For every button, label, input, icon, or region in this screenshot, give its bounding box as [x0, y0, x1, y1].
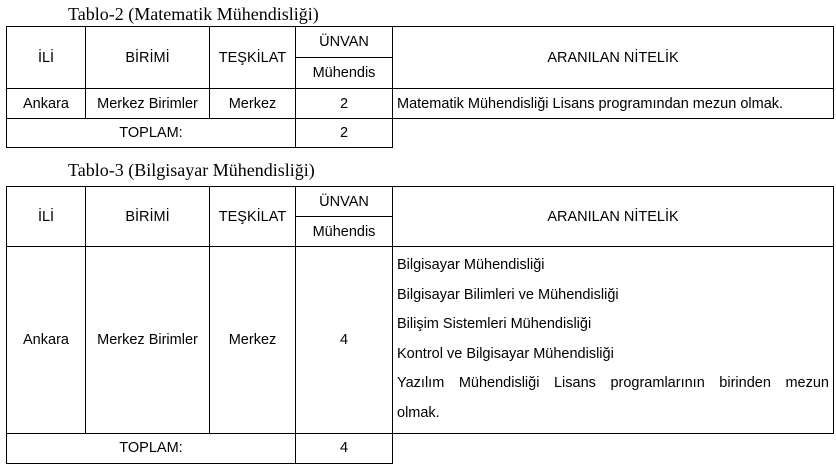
table2-title: Tablo-2 (Matematik Mühendisliği) [68, 4, 319, 24]
cell-birimi: Merkez Birimler [86, 247, 210, 434]
header-teskilat: TEŞKİLAT [210, 187, 296, 247]
header-aranilan-nitelik: ARANILAN NİTELİK [393, 187, 834, 247]
header-birimi: BİRİMİ [86, 187, 210, 247]
cell-nitelik [393, 247, 834, 434]
total-label: TOPLAM: [7, 433, 296, 463]
header-teskilat: TEŞKİLAT [210, 27, 296, 89]
header-muhendis: Mühendis [296, 217, 393, 247]
nitelik-line: Yazılım Mühendisliği Lisans programlarının birinden mezun [397, 375, 829, 392]
header-unvan: ÜNVAN [296, 27, 393, 58]
total-value: 2 [296, 119, 393, 148]
cell-teskilat: Merkez [210, 89, 296, 119]
cell-count: 4 [296, 247, 393, 434]
cell-ili: Ankara [7, 247, 86, 434]
cell-count: 2 [296, 89, 393, 119]
nitelik-line: Bilişim Sistemleri Mühendisliği [397, 316, 592, 333]
cell-nitelik: Matematik Mühendisliği Lisans programından mezun olmak. [393, 89, 834, 119]
table3 [6, 186, 834, 464]
total-value: 4 [296, 433, 393, 463]
cell-teskilat: Merkez [210, 247, 296, 434]
table2 [6, 26, 834, 148]
cell-birimi: Merkez Birimler [86, 89, 210, 119]
header-birimi: BİRİMİ [86, 27, 210, 89]
table3-title: Tablo-3 (Bilgisayar Mühendisliği) [68, 160, 315, 180]
total-label: TOPLAM: [7, 119, 296, 148]
nitelik-line: Kontrol ve Bilgisayar Mühendisliği [397, 345, 614, 362]
nitelik-line: Bilgisayar Mühendisliği [397, 257, 545, 273]
header-muhendis: Mühendis [296, 58, 393, 89]
empty-cell [393, 433, 834, 463]
nitelik-line: Bilgisayar Bilimleri ve Mühendisliği [397, 286, 619, 303]
nitelik-line: olmak. [397, 404, 440, 421]
header-aranilan-nitelik: ARANILAN NİTELİK [393, 27, 834, 89]
header-ili: İLİ [7, 187, 86, 247]
cell-ili: Ankara [7, 89, 86, 119]
empty-cell [393, 119, 834, 148]
header-unvan: ÜNVAN [296, 187, 393, 217]
header-ili: İLİ [7, 27, 86, 89]
